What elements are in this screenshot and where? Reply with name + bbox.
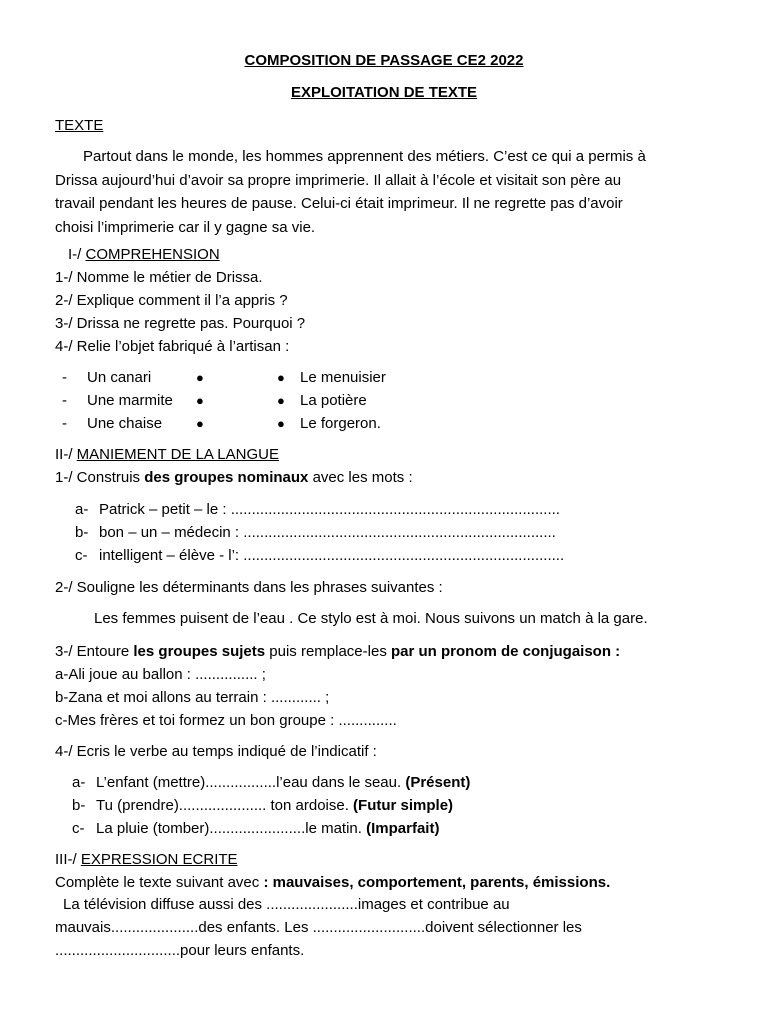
passage-line: travail pendant les heures de pause. Celui-ci était imprimeur. Il ne regrette pas d’avoir <box>55 195 623 212</box>
object-label: Une marmite <box>87 392 173 409</box>
reading-passage <box>55 145 715 239</box>
dash: - <box>62 415 67 432</box>
exam-subtitle: EXPLOITATION DE TEXTE <box>290 84 478 101</box>
section-expression-heading: III-/ EXPRESSION ECRITE <box>55 851 238 868</box>
passage-line: Drissa aujourd’hui d’avoir sa propre imprimerie. Il allait à l’école et visitait son père au <box>55 171 622 189</box>
question-2: 2-/ Explique comment il l’a appris ? <box>55 292 288 309</box>
bullet-icon: ● <box>196 370 204 385</box>
texte-heading: TEXTE <box>55 117 104 134</box>
nominal-group-item-c: c- intelligent – élève - l’: ............................................................................. <box>75 547 565 564</box>
nominal-group-item-b: b- bon – un – médecin : ........................................................................... <box>75 524 556 541</box>
dash: - <box>62 392 67 409</box>
artisan-label: Le forgeron. <box>300 415 381 432</box>
bullet-icon: ● <box>196 416 204 431</box>
object-label: Une chaise <box>87 415 163 432</box>
langue-question-2: 2-/ Souligne les déterminants dans les phrases suivantes : <box>55 579 443 596</box>
bullet-icon: ● <box>277 416 285 431</box>
question-4: 4-/ Relie l’objet fabriqué à l’artisan : <box>55 338 290 355</box>
question-1: 1-/ Nomme le métier de Drissa. <box>55 269 263 286</box>
artisan-label: Le menuisier <box>300 369 386 386</box>
nominal-group-item-a: a- Patrick – petit – le : ............................................................................... <box>75 501 560 518</box>
verb-item-c: c- La pluie (tomber).......................le matin. (Imparfait) <box>72 820 440 837</box>
verb-item-b: b- Tu (prendre)..................... ton ardoise. (Futur simple) <box>72 797 454 814</box>
langue-question-3: 3-/ Entoure les groupes sujets puis remplace-les par un pronom de conjugaison : <box>55 643 621 660</box>
expression-instruction: Complète le texte suivant avec : mauvaises, comportement, parents, émissions. <box>55 874 611 891</box>
langue-question-4: 4-/ Ecris le verbe au temps indiqué de l’indicatif : <box>55 743 377 760</box>
bullet-icon: ● <box>277 370 285 385</box>
expression-line-3: ..............................pour leurs enfants. <box>55 942 305 959</box>
section-langue-heading: II-/ MANIEMENT DE LA LANGUE <box>55 446 279 463</box>
subject-item-c: c-Mes frères et toi formez un bon groupe : .............. <box>55 712 397 729</box>
artisan-label: La potière <box>300 392 367 409</box>
determinant-sentences: Les femmes puisent de l’eau . Ce stylo est à moi. Nous suivons un match à la gare. <box>94 610 648 627</box>
dash: - <box>62 369 67 386</box>
passage-line: Partout dans le monde, les hommes apprennent des métiers. C’est ce qui a permis à <box>83 148 646 165</box>
question-3: 3-/ Drissa ne regrette pas. Pourquoi ? <box>55 315 306 332</box>
subject-item-b: b-Zana et moi allons au terrain : ............ ; <box>55 689 330 706</box>
object-label: Un canari <box>87 369 152 386</box>
expression-line-2: mauvais.....................des enfants. Les ...........................doivent sélectionner les <box>55 919 582 936</box>
langue-question-1: 1-/ Construis des groupes nominaux avec les mots : <box>55 469 413 486</box>
verb-item-a: a- L’enfant (mettre).................l’eau dans le seau. (Présent) <box>72 774 471 791</box>
bullet-icon: ● <box>277 393 285 408</box>
expression-line-1: La télévision diffuse aussi des ......................images et contribue au <box>63 896 510 913</box>
subject-item-a: a-Ali joue au ballon : ............... ; <box>55 666 266 683</box>
exam-title: COMPOSITION DE PASSAGE CE2 2022 <box>244 52 524 69</box>
bullet-icon: ● <box>196 393 204 408</box>
section-comprehension-heading: I-/ COMPREHENSION <box>68 246 220 263</box>
passage-line: choisi l’imprimerie car il y gagne sa vie. <box>55 218 316 236</box>
